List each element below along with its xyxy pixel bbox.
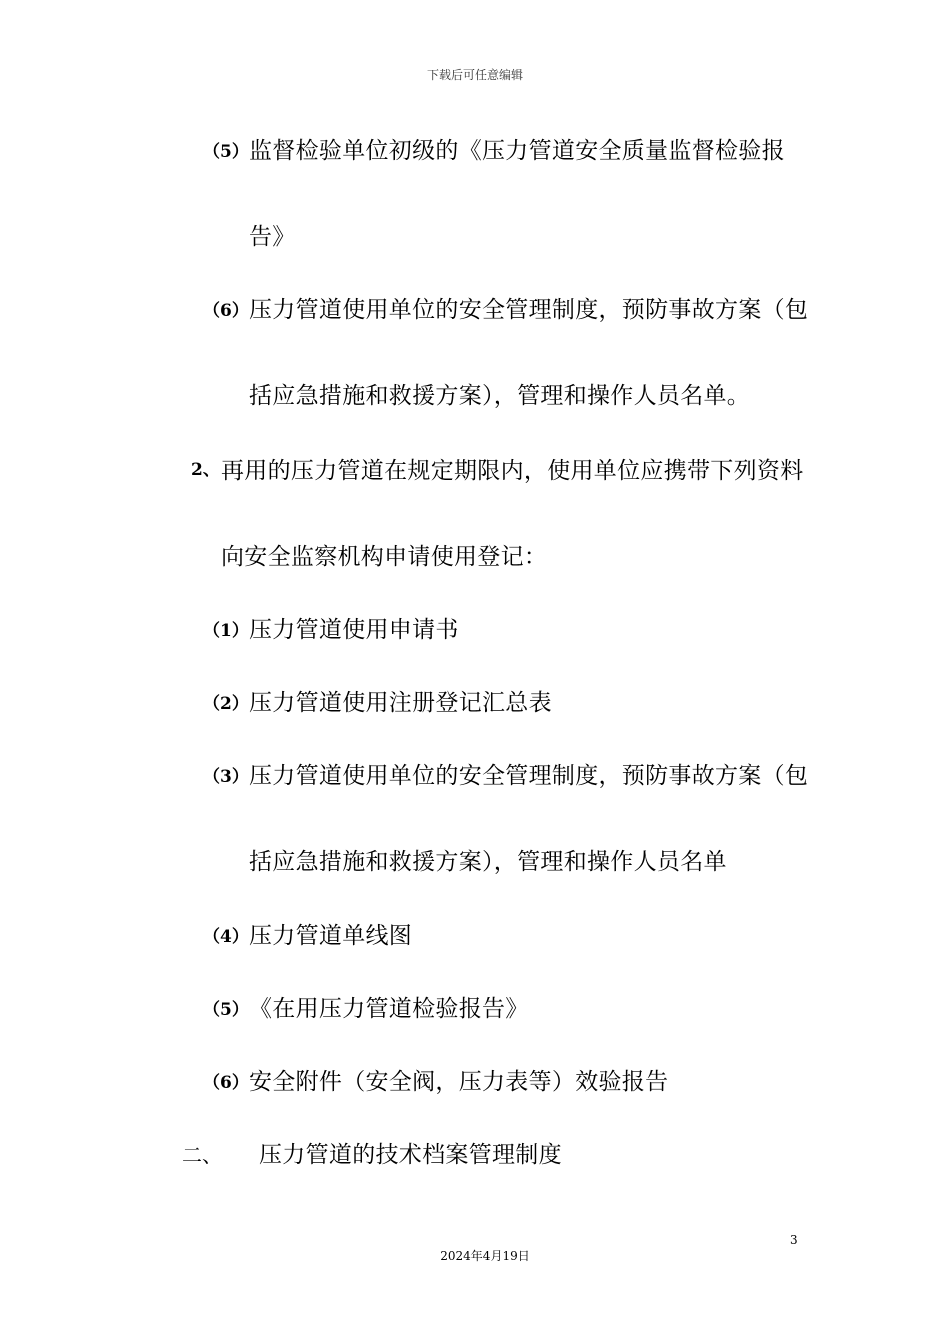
- list-item-text: 《在用压力管道检验报告》: [249, 996, 529, 1022]
- section-marker: 二、: [182, 1143, 222, 1167]
- list-marker: （5）: [203, 1000, 249, 1020]
- list-marker: （6）: [203, 301, 249, 321]
- list-item-text: 压力管道单线图: [249, 923, 413, 949]
- list-item-text: 压力管道使用单位的安全管理制度，预防事故方案（包: [249, 297, 809, 323]
- list-item-text: 安全附件（安全阀，压力表等）效验报告: [249, 1069, 669, 1095]
- section-title: 压力管道的技术档案管理制度: [259, 1142, 562, 1168]
- list-marker: （3）: [203, 767, 249, 787]
- list-marker: （2）: [203, 694, 249, 714]
- list-item-text: 向安全监察机构申请使用登记：: [221, 544, 548, 570]
- list-item-text: 再用的压力管道在规定期限内，使用单位应携带下列资料: [221, 458, 804, 484]
- list-marker: （6）: [203, 1073, 249, 1093]
- list-marker: 2、: [191, 460, 220, 480]
- page-footer-date: 2024年4月19日: [440, 1249, 530, 1263]
- page-header: 下载后可任意编辑: [426, 68, 523, 82]
- list-marker: （5）: [203, 142, 249, 162]
- list-item-text: 压力管道使用注册登记汇总表: [249, 690, 552, 716]
- list-item-text: 压力管道使用申请书: [249, 617, 459, 643]
- list-item-text: 括应急措施和救援方案），管理和操作人员名单。: [249, 383, 751, 409]
- list-item-text: 括应急措施和救援方案），管理和操作人员名单: [249, 849, 727, 875]
- list-item-text: 压力管道使用单位的安全管理制度，预防事故方案（包: [249, 763, 809, 789]
- list-item-text: 监督检验单位初级的《压力管道安全质量监督检验报: [249, 138, 785, 164]
- list-marker: （4）: [203, 927, 249, 947]
- list-marker: （1）: [203, 621, 249, 641]
- page-number: 3: [790, 1233, 798, 1247]
- list-item-text: 告》: [249, 224, 296, 250]
